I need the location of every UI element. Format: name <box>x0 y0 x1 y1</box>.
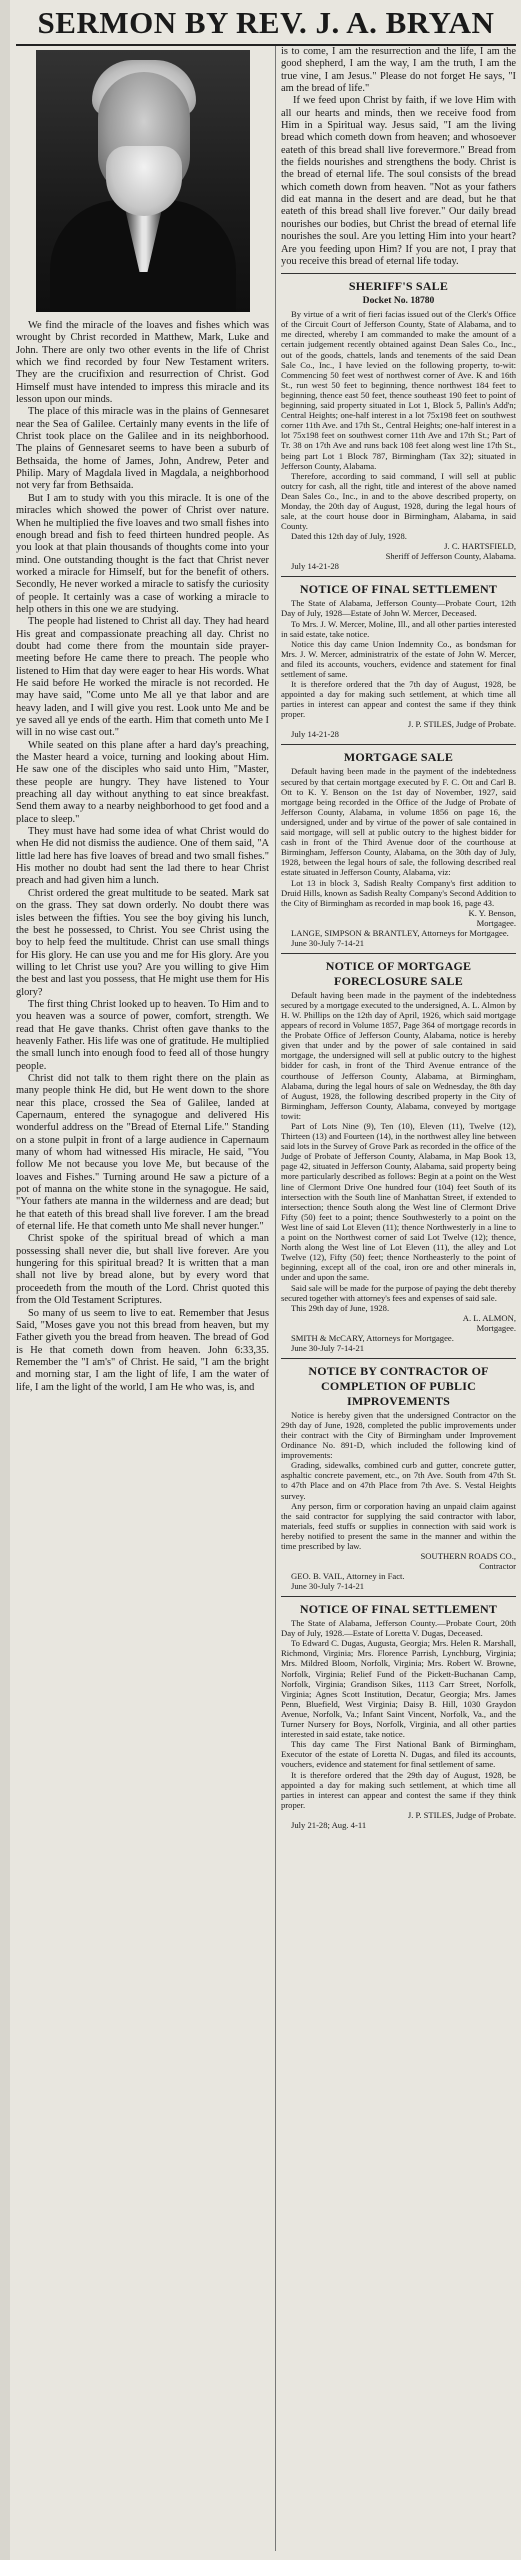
notice-signature: Mortgagee. <box>476 917 516 928</box>
notice-paragraph: Therefore, according to said command, I will sell at public outcry for cash, all the right, title and interest of the above named Dean Sales Co., Inc., in and to the above described property, on Monday, the 20th day of August, 1928, during the legal hours of sale, at the court house door in Birmingham, Alabama, in said County. <box>281 470 516 532</box>
notice-sheriffs-sale <box>281 279 516 571</box>
notice-paragraph: Said sale will be made for the purpose of paying the debt thereby secured together with attorney's fees and expenses of said sale. <box>281 1282 516 1303</box>
notice-signature: J. C. HARTSFIELD, <box>444 541 516 552</box>
notice-paragraph: By virtue of a writ of fieri facias issued out of the Clerk's Office of the Circuit Court of Jefferson County, State of Alabama, and to me directed, whereby I am commanded to make the amount of a certain judgement recently obtained against Dean Sales Co., Inc., out of the goods, chattels, lands and tenements of the said Dean Sale Co., Inc., I have levied on the following property, to-wit: Commencing 50 feet west of northwest corner of Ave. K and 16th St., run west 50 feet to beginning, thence northwest 184 feet to beginning, thence east 50 feet, thence southeast 190 feet to point of beginning, said property situated in Lot 1, Block 5, Pallin's Add'n; Central Heights; one-half interest in a lot 75x198 feet on southwest corner 11th Ave. and 17th St., Central Heights; one-half interest in a lot 75x198 feet on southwest corner 11th Ave and 17th St.; Part of Tr. 38 on 17th Ave and runs back 108 feet along west line 17th St., being part Lot 1 Block 787, Birmingham (Tax 32); situated in Jefferson County, Alabama. <box>281 309 516 471</box>
notice-dates: July 21-28; Aug. 4-11 <box>291 1819 367 1830</box>
notice-dates: June 30-July 7-14-21 <box>291 937 365 948</box>
sermon-paragraph: But I am to study with you this miracle. It is one of the miracles which showed the power of Christ over nature. When he multiplied the five loaves and two small fishes into enough bread and fish to feed thirteen hundred people. As you look at that plain thousands of thoughts come into your mind. One outstanding thought is the fact that Christ never worked a miracle for Himself, but for the benefit of others. Secondly, He never worked a miracle to satisfy the curiosity of people. It certainly was a case of working a miracle to help others in this one we are studying. <box>16 492 269 615</box>
notice-attorney: GEO. B. VAIL, Attorney in Fact. <box>291 1571 405 1582</box>
sermon-paragraph: The first thing Christ looked up to heaven. To Him and to you heaven was a source of power, comfort, strength. We read that He gave thanks. Christ often gave thanks to the heavenly Father. His life was one of gratitude. He multiplied the small lunch into enough food to feed all of those hungry people. <box>16 998 269 1072</box>
sermon-paragraph: While seated on this plane after a hard day's preaching, the Master heard a voice, turning and looking about Him. He saw one of the disciples who said unto Him, "Master, these people are hungry. They have listened to Your preaching all day without anything to eat since breakfast. Send them away to a nearby neighborhood to get food and a place to sleep." <box>16 739 269 825</box>
notice-dates: July 14-21-28 <box>291 729 339 740</box>
notice-signature: SOUTHERN ROADS CO., <box>420 1551 516 1562</box>
right-column <box>281 46 516 2551</box>
sermon-left-column <box>16 46 269 2551</box>
notice-body <box>281 766 516 907</box>
notice-paragraph: It is therefore ordered that the 29th day of August, 1928, be appointed a day for making such settlement, at which time all parties in interest can appear and contest the same if they think proper. <box>281 1769 516 1810</box>
notice-heading: MORTGAGE SALE <box>343 750 454 765</box>
notice-paragraph: Part of Lots Nine (9), Ten (10), Eleven (11), Twelve (12), Thirteen (13) and Fourteen (14), in the northwest alley line between said lots in the Survey of Grove Park as recorded in the office of the Judge of Probate of Jefferson County, Alabama, in Map Book 13, page 42, situated in Jefferson County, Alabama, said property being more particularly described as follows: Begin at a point on the West line of Clermont Drive One hundred four (104) feet South of its intersection with the South line of Manhattan Street, if extended to intersection; thence South along the West line of Clermont Drive Fifty (50) feet to a point; thence Southwesterly to a point on the West line of said Lot Eleven (11); thence Northwesterly in a line to a point on the Northwest corner of said Lot Twelve (12); thence, North along the West line of Lot Eleven (11), the alley and Lot Twelve (12), Fifty (50) feet; thence Northeasterly to the point of beginning, except all of the coal, iron ore and other minerals in, under and upon the same. <box>281 1121 516 1283</box>
portrait-photo <box>36 50 250 312</box>
sermon-paragraph: Christ ordered the great multitude to be seated. Mark sat on the grass. They sat down orderly. No doubt there was isles between the fifties. You see the boy giving his lunch, the best he possessed, to Christ. You see Christ using the boy to help feed the multitude. Christ can use small things for His glory. He can use you and me for His glory. Are you willing to let Christ use you? Are you willing to give Him the best and last you possess, that He might use them for His glory? <box>16 887 269 998</box>
headline: SERMON BY REV. J. A. BRYAN <box>37 5 495 40</box>
sermon-paragraph: Christ did not talk to them right there on the plain as many people think He did, but He went down to the shore near this place, crossed the Sea of Galilee, landed at Capernaum, entered the synagogue and delivered His wonderful address on the "Bread of Eternal Life." Standing on a stone pulpit in front of a large audience in Capernaum many of whom had witnessed His miracle, He said, "You follow Me not because you love Me, but because of the loaves and Fishes." Turning around He saw a picture of a pot of manna on the white stone in the synagogue. He said, "Your fathers ate manna in the wilderness and are dead; but he that eateth of this bread shall live forever. I am the bread of eternal life. He that cometh unto Me shall never hunger." <box>16 1072 269 1233</box>
sermon-paragraph: The people had listened to Christ all day. They had heard His great and compassionate preaching all day. Christ no doubt had come there from the mountain side prayer-meeting before He came there to preach. The people who listened to Him that day were eager to hear His words. What He said before He worked the miracle is not recorded. He may have said, "Come unto Me all ye that labor and are heavy laden, and I will give you rest. Look unto Me and be ye saved all ye ends of the earth. Him that cometh unto Me I will in no wise cast out." <box>16 616 269 739</box>
notice-body <box>281 1618 516 1810</box>
notice-heading: NOTICE BY CONTRACTOR OF COMPLETION OF PUBLIC IMPROVEMENTS <box>308 1363 489 1408</box>
notice-paragraph: Grading, sidewalks, combined curb and gutter, concrete gutter, asphaltic concrete pavement, etc., on 7th Ave. South from 47th St. to 47th Place and on 47th Place from 7th Ave. S. Vestal Heights survey. <box>281 1460 516 1501</box>
notice-separator <box>281 1596 516 1597</box>
page-edge <box>0 0 10 2560</box>
sermon-paragraph: If we feed upon Christ by faith, if we love Him with all our hearts and minds, then we receive food from Him in a Spiritual way. Jesus said, "I am the living bread which cometh down from heaven; and whosoever eateth of this bread shall live forevermore." Bread from the fields nourishes and strengthens the body. Christ is the bread of eternal life. The soul consists of the bread which cometh down from heaven. "Not as your fathers did eat manna in the desert and are dead, but he that eateth of this bread shall live forever." Our daily bread nourishes our bodies, but Christ the bread of eternal life nourishes the soul. Are you letting Him into your heart? Are you feeding upon Him? If you are not, I pray that you receive this bread of eternal life today. <box>281 95 516 267</box>
sermon-text-left <box>16 320 269 1394</box>
notice-separator <box>281 953 516 954</box>
sermon-paragraph: Christ spoke of the spiritual bread of which a man possessing shall never die, but shall live forever. Are you hungering for this spiritual bread? It is written that a man shall not live by bread alone, but by every word that proceedeth from the mouth of the Lord. Christ quoted this from the Old Testament Scriptures. <box>16 1233 269 1307</box>
notice-paragraph: Any person, firm or corporation having an unpaid claim against the said contractor for supplying the said contractor with labor, materials, feed stuffs or supplies in connection with said work is hereby notified to present the same in the manner and within the time prescribed by law. <box>281 1500 516 1551</box>
notice-dates: July 14-21-28 <box>291 561 339 572</box>
notice-paragraph: This 29th day of June, 1928. <box>291 1302 390 1313</box>
notice-paragraph: Notice is hereby given that the undersigned Contractor on the 29th day of June, 1928, completed the public improvements under their contract with the City of Birmingham under Improvement Ordinance No. 891-D, which included the following kind of improvements: <box>281 1409 516 1461</box>
notice-dates: June 30-July 7-14-21 <box>291 1342 365 1353</box>
column-divider <box>275 46 276 2551</box>
notice-body <box>281 1410 516 1551</box>
notice-signature: Mortgagee. <box>476 1322 516 1333</box>
notice-paragraph: Default having been made in the payment of the indebtedness secured by that certain mortgage executed by F. C. Ott and Carl B. Ott to K. Y. Benson on the 1st day of November, 1927, said mortgage being recorded in the Office of the Judge of Probate of Jefferson County, Alabama, in volume 1856 on page 16, the undersigned, under and by virtue of the power of sale contained in said mortgage, will sell at public outcry to the highest bidder for cash in front of the Third Avenue door of the courthouse at Birmingham, Jefferson County, Alabama, on the 30th day of July, 1928, between the legal hours of sale, the following described real estate situated in Jefferson County, Alabama, viz: <box>281 766 516 878</box>
notice-heading: SHERIFF'S SALE <box>348 279 449 294</box>
notice-paragraph: This day came The First National Bank of Birmingham, Executor of the estate of Loretta N. Dugas, and filed its accounts, vouchers, evidence and statement for final settlement of same. <box>281 1739 516 1770</box>
notice-paragraph: Lot 13 in block 3, Sadish Realty Company's first addition to Druid Hills, known as Sadish Realty Company's Second Addition to the City of Birmingham as recorded in map book 16, page 43. <box>281 877 516 908</box>
notice-signature: K. Y. Benson, <box>468 907 516 918</box>
notice-separator <box>281 1358 516 1359</box>
sermon-paragraph: We find the miracle of the loaves and fishes which was wrought by Christ recorded in Matthew, Mark, Luke and John. There are only two other events in the life of Christ which we find recorded by four New Testament writers. They are the crucifixion and resurrection of Christ. God Himself must have intended to impress this miracle and its lesson upon our minds. <box>16 320 269 406</box>
notice-signature: A. L. ALMON, <box>462 1312 516 1323</box>
notice-paragraph: Notice this day came Union Indemnity Co., as bondsman for Mrs. J. W. Mercer, administratrix of the estate of John W. Mercer, and filed its accounts, vouchers, evidence and statement for final settlement of same. <box>281 638 516 679</box>
notice-paragraph: To Edward C. Dugas, Augusta, Georgia; Mrs. Helen R. Marshall, Richmond, Virginia; Mrs. Florence Parrish, Lynchburg, Virginia; Mrs. Mildred Bloom, Norfolk, Virginia; Mrs. Robert W. Browne, Norfolk, Virginia; Relief Fund of the Pickett-Buchanan Camp, Norfolk, Virginia; Grandison Sikes, 1113 Carr Street, Norfolk, Virginia; Agnes Scott Institution, Decatur, Georgia; Mrs. James Penn, Bluefield, West Virginia; Daisy B. Hill, 1030 Graydon Avenue, Norfolk, Va.; Infant Saint Vincent, Norfolk, Va., and the Turner Nursery for Boys, Norfolk, Virginia, and all other parties interested in said estate, take notice. <box>281 1638 516 1740</box>
notice-final-settlement-mercer <box>281 582 516 739</box>
notice-signature: Sheriff of Jefferson County, Alabama. <box>385 551 516 562</box>
sermon-paragraph: So many of us seem to live to eat. Remember that Jesus Said, "Moses gave you not this bread from heaven, but my Father giveth you the bread from heaven. The bread of God is He that cometh down from heaven. John 6:33,35. Remember the "I am's" of Christ. He said, "I am the bright and morning star, I am the light of life, I am the water of life, I am the light of the world, I am He who was, is, and <box>16 1307 269 1393</box>
notice-paragraph: The State of Alabama, Jefferson County.—Probate Court, 20th Day of July, 1928.—Estate of Loretta V. Dugas, Deceased. <box>281 1618 516 1639</box>
notice-heading: NOTICE OF FINAL SETTLEMENT <box>299 582 498 597</box>
notice-dates: June 30-July 7-14-21 <box>291 1581 365 1592</box>
notice-separator <box>281 744 516 745</box>
notice-body <box>281 309 516 541</box>
notice-body <box>281 598 516 719</box>
notice-paragraph: Dated this 12th day of July, 1928. <box>291 531 407 542</box>
notice-contractor-completion <box>281 1364 516 1591</box>
notice-heading: NOTICE OF MORTGAGE FORECLOSURE SALE <box>325 958 472 988</box>
portrait-beard <box>106 146 182 216</box>
notice-body <box>281 990 516 1313</box>
notice-final-settlement-dugas <box>281 1602 516 1830</box>
notice-signature: J. P. STILES, Judge of Probate. <box>407 1809 516 1820</box>
sermon-paragraph: They must have had some idea of what Christ would do when He did not dismiss the audience. One of them said, "A little lad here has five loaves of bread and two small fishes." His mother no doubt had sent the lad there to hear Christ preach and had given him a lunch. <box>16 826 269 887</box>
notice-paragraph: The State of Alabama, Jefferson County—Probate Court, 12th Day of July, 1928—Estate of John W. Mercer, Deceased. <box>281 598 516 619</box>
notice-heading: NOTICE OF FINAL SETTLEMENT <box>299 1602 498 1617</box>
notice-paragraph: Default having been made in the payment of the indebtedness secured by a mortgage executed to the undersigned, A. L. Almon by H. W. Phillips on the 12th day of April, 1926, which said mortgage appears of record in Volume 1857, Page 364 of mortgage records in the Probate Office of Jefferson County, Alabama, notice is hereby given that under and by the power of sale contained in said mortgage, the undersigned will sell at public outcry to the highest bidder for cash, in front of the Third Avenue entrance of the courthouse of Jefferson County, Alabama, at Birmingham, Alabama, during the legal hours of sale on Wednesday, the 8th day of August, 1928, the following described property in the City of Birmingham, Jefferson County, Alabama, conveyed by mortgage towit: <box>281 989 516 1121</box>
notice-paragraph: To Mrs. J. W. Mercer, Moline, Ill., and all other parties interested in said estate, take notice. <box>281 618 516 639</box>
notice-signature: J. P. STILES, Judge of Probate. <box>407 719 516 730</box>
notice-mortgage-foreclosure <box>281 959 516 1353</box>
notice-paragraph: It is therefore ordered that the 7th day of August, 1928, be appointed a day for making such settlement, at which time all parties in interest can appear and contest the same if they think proper. <box>281 679 516 720</box>
notice-subheading: Docket No. 18780 <box>362 295 435 307</box>
notice-signature: Contractor <box>479 1561 516 1572</box>
sermon-paragraph: is to come, I am the resurrection and the life, I am the good shepherd, I am the way, I am the truth, I am the true vine, I am Jesus." Please do not forget He says, "I am the bread of life." <box>281 46 516 95</box>
notice-separator <box>281 273 516 274</box>
notice-mortgage-sale <box>281 750 516 947</box>
sermon-paragraph: The place of this miracle was in the plains of Gennesaret near the Sea of Galilee. Certainly many events in the life of Christ took place on the Galilee and in its neighborhood. The plains of Gennesaret seems to have been a suburb of Bethsaida, the home of James, John, Andrew, Peter and Philip. Mary of Magdala lived in Magdala, a neighborhood not very far from Bethsaida. <box>16 406 269 492</box>
sermon-text-right <box>281 46 516 268</box>
notice-attorneys: LANGE, SIMPSON & BRANTLEY, Attorneys for Mortgagee. <box>291 927 509 938</box>
notice-separator <box>281 576 516 577</box>
notice-attorneys: SMITH & McCARY, Attorneys for Mortgagee. <box>291 1332 454 1343</box>
